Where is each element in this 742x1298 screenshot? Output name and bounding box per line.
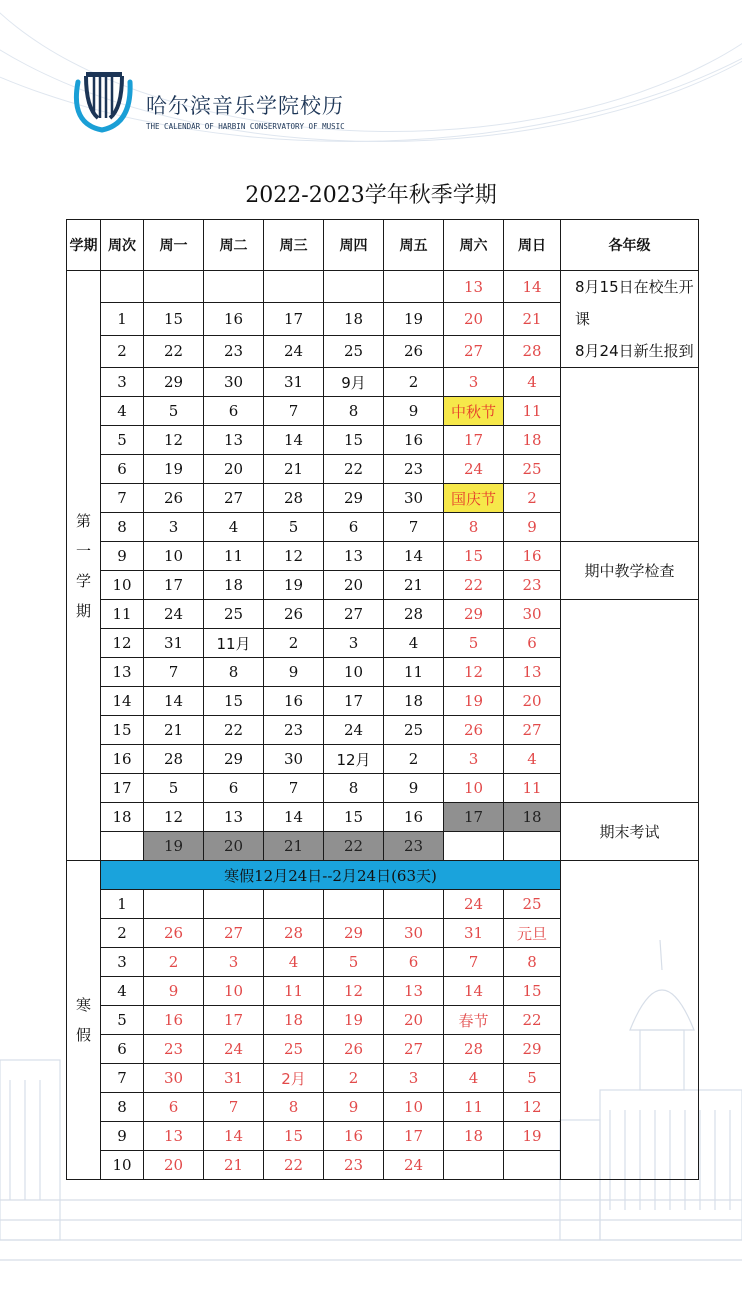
day-cell <box>504 1151 561 1180</box>
week-number: 17 <box>101 774 144 803</box>
day-cell: 7 <box>144 658 204 687</box>
day-cell: 18 <box>204 571 264 600</box>
day-cell: 28 <box>144 745 204 774</box>
day-cell <box>204 890 264 919</box>
day-cell: 25 <box>504 890 561 919</box>
day-cell: 26 <box>264 600 324 629</box>
day-cell <box>384 271 444 303</box>
day-cell: 4 <box>264 948 324 977</box>
day-cell: 19 <box>144 455 204 484</box>
day-cell: 3 <box>444 368 504 397</box>
day-cell: 26 <box>384 335 444 367</box>
day-cell <box>264 271 324 303</box>
day-cell: 9 <box>504 513 561 542</box>
day-cell <box>204 271 264 303</box>
day-cell: 元旦 <box>504 919 561 948</box>
week-number: 4 <box>101 397 144 426</box>
day-cell: 4 <box>384 629 444 658</box>
day-cell: 31 <box>444 919 504 948</box>
column-header: 周次 <box>101 220 144 271</box>
table-row <box>67 803 699 832</box>
week-number: 12 <box>101 629 144 658</box>
week-number: 6 <box>101 455 144 484</box>
day-cell: 2 <box>324 1064 384 1093</box>
column-header: 周六 <box>444 220 504 271</box>
column-header: 周三 <box>264 220 324 271</box>
day-cell: 22 <box>324 455 384 484</box>
day-cell: 23 <box>204 335 264 367</box>
day-cell: 14 <box>504 271 561 303</box>
day-cell: 27 <box>504 716 561 745</box>
column-header: 周五 <box>384 220 444 271</box>
day-cell: 16 <box>204 303 264 335</box>
day-cell: 22 <box>204 716 264 745</box>
day-cell: 14 <box>144 687 204 716</box>
day-cell: 21 <box>264 832 324 861</box>
day-cell: 19 <box>324 1006 384 1035</box>
day-cell: 2 <box>384 368 444 397</box>
column-header: 学期 <box>67 220 101 271</box>
semester-label: 第 一 学 期 <box>67 271 101 861</box>
note-empty <box>561 600 699 803</box>
day-cell <box>324 271 384 303</box>
school-title: 哈尔滨音乐学院校历 <box>146 94 344 118</box>
week-number <box>101 271 144 303</box>
day-cell: 28 <box>384 600 444 629</box>
day-cell: 23 <box>264 716 324 745</box>
day-cell: 28 <box>504 335 561 367</box>
week-number: 10 <box>101 571 144 600</box>
day-cell: 5 <box>504 1064 561 1093</box>
day-cell: 10 <box>144 542 204 571</box>
week-number: 4 <box>101 977 144 1006</box>
note-midterm: 期中教学检查 <box>561 542 699 600</box>
week-number: 14 <box>101 687 144 716</box>
day-cell: 31 <box>204 1064 264 1093</box>
day-cell: 28 <box>264 919 324 948</box>
day-cell: 3 <box>384 1064 444 1093</box>
day-cell: 23 <box>504 571 561 600</box>
day-cell: 23 <box>384 455 444 484</box>
day-cell: 24 <box>144 600 204 629</box>
day-cell: 11月 <box>204 629 264 658</box>
school-title-english: THE CALENDAR OF HARBIN CONSERVATORY OF MUSIC <box>146 122 345 131</box>
day-cell: 10 <box>324 658 384 687</box>
day-cell: 16 <box>324 1122 384 1151</box>
day-cell: 29 <box>324 484 384 513</box>
day-cell: 21 <box>204 1151 264 1180</box>
day-cell: 15 <box>444 542 504 571</box>
day-cell: 12 <box>504 1093 561 1122</box>
day-cell: 17 <box>324 687 384 716</box>
day-cell: 3 <box>144 513 204 542</box>
day-cell: 9月 <box>324 368 384 397</box>
day-cell: 6 <box>504 629 561 658</box>
day-cell: 5 <box>264 513 324 542</box>
table-row <box>67 600 699 629</box>
day-cell: 19 <box>264 571 324 600</box>
day-cell: 18 <box>384 687 444 716</box>
day-cell: 16 <box>504 542 561 571</box>
day-cell: 30 <box>384 919 444 948</box>
day-cell: 22 <box>144 335 204 367</box>
week-number <box>101 832 144 861</box>
day-cell: 27 <box>204 484 264 513</box>
week-number: 1 <box>101 890 144 919</box>
day-cell: 12 <box>444 658 504 687</box>
week-number: 9 <box>101 542 144 571</box>
day-cell: 28 <box>444 1035 504 1064</box>
day-cell: 8 <box>504 948 561 977</box>
note-line: 8月15日在校生开课 <box>575 278 694 328</box>
day-cell <box>144 271 204 303</box>
week-number: 1 <box>101 303 144 335</box>
week-number: 16 <box>101 745 144 774</box>
day-cell: 17 <box>264 303 324 335</box>
day-cell: 30 <box>204 368 264 397</box>
day-cell: 11 <box>204 542 264 571</box>
day-cell: 15 <box>144 303 204 335</box>
day-cell: 4 <box>444 1064 504 1093</box>
day-cell <box>324 890 384 919</box>
day-cell: 14 <box>264 803 324 832</box>
table-row <box>67 861 699 890</box>
day-cell: 12 <box>144 803 204 832</box>
day-cell: 18 <box>504 803 561 832</box>
day-cell: 26 <box>444 716 504 745</box>
day-cell: 24 <box>264 335 324 367</box>
day-cell: 20 <box>204 832 264 861</box>
day-cell: 24 <box>204 1035 264 1064</box>
day-cell: 2 <box>384 745 444 774</box>
day-cell: 8 <box>324 397 384 426</box>
day-cell: 6 <box>204 774 264 803</box>
day-cell: 14 <box>384 542 444 571</box>
day-cell: 3 <box>324 629 384 658</box>
day-cell: 12 <box>144 426 204 455</box>
day-cell: 9 <box>264 658 324 687</box>
day-cell: 20 <box>204 455 264 484</box>
day-cell: 13 <box>384 977 444 1006</box>
week-number: 2 <box>101 919 144 948</box>
day-cell: 7 <box>204 1093 264 1122</box>
day-cell: 17 <box>444 426 504 455</box>
week-number: 3 <box>101 368 144 397</box>
day-cell: 18 <box>324 303 384 335</box>
day-cell: 24 <box>384 1151 444 1180</box>
day-cell: 25 <box>384 716 444 745</box>
day-cell: 22 <box>324 832 384 861</box>
day-cell: 10 <box>384 1093 444 1122</box>
week-number: 3 <box>101 948 144 977</box>
calendar-table <box>66 219 699 1180</box>
week-number: 10 <box>101 1151 144 1180</box>
day-cell: 12 <box>324 977 384 1006</box>
note-empty <box>561 368 699 542</box>
day-cell <box>264 890 324 919</box>
day-cell: 7 <box>264 397 324 426</box>
note-empty <box>561 861 699 1180</box>
day-cell: 6 <box>204 397 264 426</box>
week-number: 6 <box>101 1035 144 1064</box>
day-cell: 26 <box>144 484 204 513</box>
day-cell: 18 <box>264 1006 324 1035</box>
day-cell: 30 <box>504 600 561 629</box>
day-cell: 19 <box>504 1122 561 1151</box>
day-cell: 13 <box>144 1122 204 1151</box>
day-cell: 22 <box>264 1151 324 1180</box>
day-cell: 8 <box>324 774 384 803</box>
day-cell: 22 <box>504 1006 561 1035</box>
day-cell: 5 <box>144 774 204 803</box>
day-cell: 21 <box>144 716 204 745</box>
week-number: 8 <box>101 1093 144 1122</box>
day-cell <box>444 832 504 861</box>
day-cell: 21 <box>384 571 444 600</box>
note-opening <box>561 271 699 368</box>
day-cell: 26 <box>144 919 204 948</box>
week-number: 15 <box>101 716 144 745</box>
day-cell: 10 <box>444 774 504 803</box>
day-cell: 19 <box>144 832 204 861</box>
day-cell: 15 <box>204 687 264 716</box>
day-cell: 17 <box>144 571 204 600</box>
day-cell: 25 <box>504 455 561 484</box>
day-cell: 11 <box>444 1093 504 1122</box>
day-cell: 4 <box>504 368 561 397</box>
day-cell: 15 <box>264 1122 324 1151</box>
day-cell: 18 <box>444 1122 504 1151</box>
calendar-title: 2022-2023学年秋季学期 <box>245 183 497 208</box>
day-cell: 29 <box>324 919 384 948</box>
week-number: 7 <box>101 1064 144 1093</box>
day-cell: 7 <box>384 513 444 542</box>
day-cell: 9 <box>384 397 444 426</box>
day-cell: 10 <box>204 977 264 1006</box>
day-cell: 24 <box>444 890 504 919</box>
day-cell <box>144 890 204 919</box>
table-row <box>67 542 699 571</box>
day-cell: 13 <box>444 271 504 303</box>
week-number: 8 <box>101 513 144 542</box>
day-cell: 6 <box>324 513 384 542</box>
day-cell: 16 <box>384 426 444 455</box>
day-cell: 11 <box>264 977 324 1006</box>
day-cell: 春节 <box>444 1006 504 1035</box>
note-final: 期末考试 <box>561 803 699 861</box>
day-cell: 16 <box>144 1006 204 1035</box>
day-cell: 7 <box>444 948 504 977</box>
day-cell: 中秋节 <box>444 397 504 426</box>
day-cell: 25 <box>264 1035 324 1064</box>
day-cell <box>444 1151 504 1180</box>
day-cell: 14 <box>444 977 504 1006</box>
day-cell: 15 <box>504 977 561 1006</box>
day-cell <box>504 832 561 861</box>
day-cell: 30 <box>384 484 444 513</box>
week-number: 2 <box>101 335 144 367</box>
day-cell: 29 <box>204 745 264 774</box>
day-cell: 29 <box>504 1035 561 1064</box>
week-number: 11 <box>101 600 144 629</box>
day-cell: 4 <box>204 513 264 542</box>
day-cell: 8 <box>204 658 264 687</box>
week-number: 5 <box>101 1006 144 1035</box>
day-cell: 31 <box>264 368 324 397</box>
day-cell: 5 <box>144 397 204 426</box>
header-row <box>67 220 699 271</box>
table-row <box>67 271 699 303</box>
week-number: 5 <box>101 426 144 455</box>
day-cell: 20 <box>384 1006 444 1035</box>
day-cell: 21 <box>264 455 324 484</box>
day-cell: 8 <box>444 513 504 542</box>
day-cell: 19 <box>444 687 504 716</box>
column-header: 各年级 <box>561 220 699 271</box>
day-cell: 27 <box>444 335 504 367</box>
week-number: 7 <box>101 484 144 513</box>
day-cell: 2 <box>504 484 561 513</box>
day-cell: 11 <box>384 658 444 687</box>
day-cell: 20 <box>444 303 504 335</box>
day-cell: 11 <box>504 774 561 803</box>
day-cell: 5 <box>324 948 384 977</box>
day-cell: 2月 <box>264 1064 324 1093</box>
day-cell: 7 <box>264 774 324 803</box>
table-row <box>67 368 699 397</box>
day-cell: 29 <box>144 368 204 397</box>
day-cell: 22 <box>444 571 504 600</box>
day-cell: 13 <box>324 542 384 571</box>
day-cell: 24 <box>444 455 504 484</box>
day-cell: 9 <box>324 1093 384 1122</box>
day-cell: 11 <box>504 397 561 426</box>
day-cell: 25 <box>204 600 264 629</box>
day-cell: 12月 <box>324 745 384 774</box>
day-cell: 14 <box>204 1122 264 1151</box>
winter-label: 寒 假 <box>67 861 101 1180</box>
day-cell: 13 <box>204 803 264 832</box>
day-cell: 24 <box>324 716 384 745</box>
day-cell: 27 <box>204 919 264 948</box>
day-cell: 31 <box>144 629 204 658</box>
day-cell: 12 <box>264 542 324 571</box>
day-cell: 16 <box>384 803 444 832</box>
day-cell: 27 <box>324 600 384 629</box>
note-line: 8月24日新生报到 <box>575 342 694 360</box>
day-cell: 20 <box>324 571 384 600</box>
day-cell: 21 <box>504 303 561 335</box>
day-cell: 18 <box>504 426 561 455</box>
day-cell <box>384 890 444 919</box>
day-cell: 30 <box>144 1064 204 1093</box>
day-cell: 2 <box>264 629 324 658</box>
day-cell: 14 <box>264 426 324 455</box>
week-number: 18 <box>101 803 144 832</box>
day-cell: 13 <box>204 426 264 455</box>
day-cell: 23 <box>324 1151 384 1180</box>
week-number: 13 <box>101 658 144 687</box>
day-cell: 9 <box>384 774 444 803</box>
day-cell: 2 <box>144 948 204 977</box>
day-cell: 15 <box>324 426 384 455</box>
column-header: 周一 <box>144 220 204 271</box>
day-cell: 6 <box>384 948 444 977</box>
day-cell: 17 <box>384 1122 444 1151</box>
day-cell: 28 <box>264 484 324 513</box>
harp-logo-icon <box>72 68 136 138</box>
day-cell: 6 <box>144 1093 204 1122</box>
day-cell: 25 <box>324 335 384 367</box>
day-cell: 19 <box>384 303 444 335</box>
day-cell: 23 <box>384 832 444 861</box>
column-header: 周四 <box>324 220 384 271</box>
day-cell: 4 <box>504 745 561 774</box>
day-cell: 5 <box>444 629 504 658</box>
winter-banner: 寒假12月24日--2月24日(63天) <box>101 861 561 890</box>
day-cell: 15 <box>324 803 384 832</box>
day-cell: 26 <box>324 1035 384 1064</box>
day-cell: 8 <box>264 1093 324 1122</box>
day-cell: 23 <box>144 1035 204 1064</box>
day-cell: 13 <box>504 658 561 687</box>
day-cell: 17 <box>204 1006 264 1035</box>
day-cell: 3 <box>444 745 504 774</box>
column-header: 周日 <box>504 220 561 271</box>
day-cell: 9 <box>144 977 204 1006</box>
week-number: 9 <box>101 1122 144 1151</box>
day-cell: 20 <box>504 687 561 716</box>
day-cell: 3 <box>204 948 264 977</box>
day-cell: 27 <box>384 1035 444 1064</box>
day-cell: 20 <box>144 1151 204 1180</box>
day-cell: 国庆节 <box>444 484 504 513</box>
day-cell: 30 <box>264 745 324 774</box>
day-cell: 29 <box>444 600 504 629</box>
day-cell: 16 <box>264 687 324 716</box>
day-cell: 17 <box>444 803 504 832</box>
column-header: 周二 <box>204 220 264 271</box>
